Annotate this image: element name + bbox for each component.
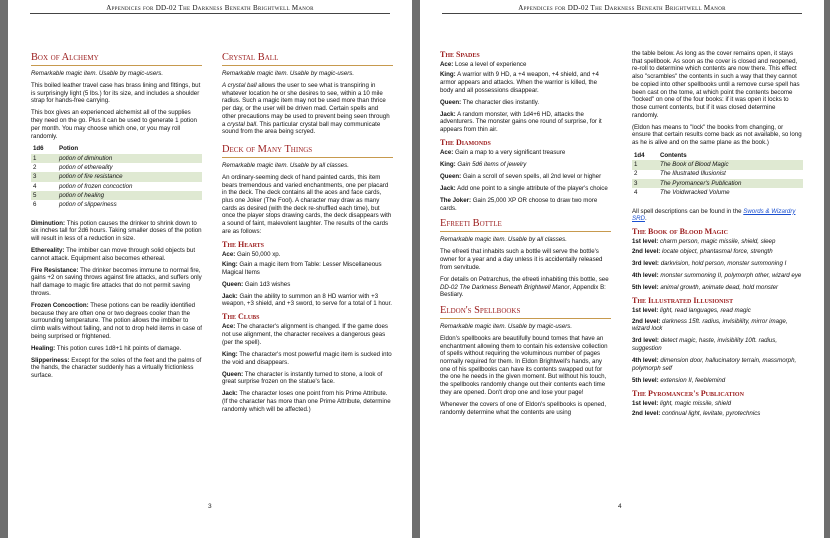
section-title-box-of-alchemy: Box of Alchemy (31, 52, 99, 63)
page-4 (420, 0, 824, 538)
spell-level-entry: 1st level: light, magic missile, shield (632, 399, 731, 407)
spell-level-entry: 2nd level: continual light, levitate, pyrotechnics (632, 409, 761, 417)
table-row: 3 The Pyromancer's Publication (632, 179, 803, 188)
entry-healing: Healing: This potion cures 1d8+1 hit points of damage. (31, 344, 182, 352)
title-rule (440, 318, 611, 319)
section-title-crystal-ball: Crystal Ball (222, 52, 279, 63)
page-number: 4 (618, 503, 622, 510)
spell-level-entry: 2nd level: darkness 15ft. radius, invisibility, mirror image, wizard lock (632, 317, 788, 333)
table-row: 6 potion of slipperiness (33, 201, 117, 209)
spell-level-entry: 3rd level: detect magic, haste, invisibility 10ft. radius, suggestion (632, 337, 778, 353)
entry-fire-resistance: Fire Resistance: The drinker becomes immune to normal fire, gains +2 on saving throws against fire attacks, and suffers only half damage to magic fire attacks that do not permit saving throws. (31, 266, 202, 297)
card-entry: King: Gain 5d6 items of jewelry (440, 161, 527, 169)
title-rule (31, 65, 202, 66)
title-rule (222, 65, 393, 66)
title-rule (222, 157, 393, 158)
header-rule (30, 13, 390, 14)
paragraph: Eldon's spellbooks are beautifully bound tomes that have an enchantment allowing them to contain his extensive collection of spells without requiring the voluminous number of pages normally required for them. In Eldon Brightwell's hands, any one of his spellbooks can have its contents swapped out for the one he needs in the given moment. But without his touch, the spellbooks randomly change out their contents each time they are opened. Don't drop one and lose your page! (440, 334, 608, 396)
paragraph: For details on Petrarchus, the efreeti inhabiting this bottle, see DD-02 The Darkness Beneath Brightwell Manor, Appendix B: Bestiary. (440, 275, 609, 299)
section-title-deck-of-many-things: Deck of Many Things (222, 143, 313, 155)
table-row: 2 The Illustrated Illusionist (634, 170, 726, 178)
item-subtitle: Remarkable magic item. Usable by magic-users. (440, 322, 573, 330)
entry-slipperiness: Slipperiness: Except for the soles of the feet and the palms of the hands, the character suddenly has a virtually frictionless surface. (31, 356, 202, 380)
column-left (440, 50, 611, 421)
item-subtitle: Remarkable magic item. Usable by all classes. (440, 236, 567, 244)
card-entry: The Joker: Gain 25,000 XP OR choose to draw two more cards. (440, 197, 598, 212)
card-entry: Queen: Gain a scroll of seven spells, all 2nd level or higher (440, 173, 602, 181)
table-row: 1 potion of diminution (31, 154, 202, 163)
running-header: Appendices for DD-02 The Darkness Beneath Brightwell Manor (518, 4, 726, 12)
paragraph: the table below. As long as the cover remains open, it stays that spellbook. As soon as the cover is closed and reopened, re-roll to determine which contents are now there. This effect also "scrambles" the contents in such a way that they cannot be copied into other spellbooks until a remove curse spell has been cast on the tome, at which point the contents become "locked" on one of the four books: if it was open it locks to those current contents, but if it was closed determine randomly. (632, 50, 800, 119)
header-rule (442, 13, 802, 14)
card-entry: Ace: Gain 50,000 xp. (222, 250, 281, 258)
page-3 (8, 0, 412, 538)
spellbook-table (632, 151, 803, 197)
card-entry: Queen: Gain 1d3 wishes (222, 280, 291, 288)
subsection-hearts: The Hearts (222, 239, 265, 249)
paragraph: This box gives an experienced alchemist all of the supplies they need on the go. Plus it can be used to generate 1 potion per month. You may choose which one, or you may roll randomly. (31, 109, 197, 140)
running-header: Appendices for DD-02 The Darkness Beneath Brightwell Manor (106, 4, 314, 12)
entry-diminution: Diminution: This potion causes the drinker to shrink down to six inches tall for 2d6 hours. Taking smaller doses of the potion will result in less of a reduction in size. (31, 219, 202, 242)
card-entry: Jack: A random monster, with 1d4+6 HD, attacks the adventurers. The monster gains one round of surprise, for it appears from thin air. (440, 110, 602, 134)
subsection-book-of-blood-magic: The Book of Blood Magic (632, 227, 728, 237)
table-row: 3 potion of fire resistance (31, 172, 202, 181)
entry-frozen-concoction: Frozen Concoction: These potions can be readily identified because they are often one or two degrees cooler than the surrounding temperature. The potion allows the imbiber to climb walls without falling, and not to drop held items in case of being surprised or frightened. (31, 301, 203, 340)
paragraph: (Eldon has means to "lock" the books from changing, or ensure that certain results come back as not available, so long as he is alive and on the same plane as the book.) (632, 123, 802, 147)
potion-table (31, 145, 202, 210)
card-entry: King: The character's most powerful magic item is sucked into the void and disappears. (222, 350, 392, 366)
card-entry: Ace: The character's alignment is changed. If the game does not use alignment, the character receives a dangerous geas (per the spell). (222, 323, 388, 346)
table-row: 4 potion of frozen concoction (33, 182, 133, 190)
title-rule (440, 231, 611, 232)
card-entry: Jack: The character loses one point from his Prime Attribute. (If the character has more than one Prime Attribute, determine randomly which will be affected.) (222, 390, 391, 413)
subsection-diamonds: The Diamonds (440, 138, 491, 148)
table-row: 2 potion of ethereality (33, 163, 113, 171)
item-subtitle: Remarkable magic item. Usable by all classes. (222, 161, 349, 169)
table-row: 5 potion of healing (31, 191, 202, 200)
section-title-efreeti-bottle: Efreeti Bottle (440, 218, 502, 230)
table-header: Potion (59, 145, 79, 153)
table-header: 1d6 (33, 145, 44, 153)
spell-level-entry: 2nd level: locate object, phantasmal force, strength (632, 248, 773, 256)
paragraph: The efreeti that inhabits such a bottle will serve the bottle's owner for a year and a day unless it is accidentally released from servitude. (440, 248, 603, 271)
section-title-eldons-spellbooks: Eldon's Spellbooks (440, 304, 521, 316)
card-entry: Queen: The character dies instantly. (440, 98, 540, 106)
spell-level-entry: 4th level: monster summoning II, polymorph other, wizard eye (632, 272, 802, 280)
spell-level-entry: 5th level: animal growth, animate dead, hold monster (632, 284, 779, 292)
column-right (632, 50, 803, 422)
card-entry: Ace: Gain a map to a very significant treasure (440, 149, 566, 157)
spell-level-entry: 1st level: charm person, magic missile, shield, sleep (632, 238, 776, 246)
card-entry: King: Gain a magic item from Table: Lesser Miscellaneous Magical Items (222, 261, 382, 276)
paragraph: This boiled leather travel case has brass lining and fittings, but is surprisingly light (5 lbs.) for its size, and includes a shoulder strap for hands-free carrying. (31, 82, 201, 105)
column-right (222, 52, 393, 418)
card-entry: Jack: Add one point to a single attribute of the player's choice (440, 185, 608, 193)
spell-level-entry: 5th level: extension II, feeblemind (632, 376, 726, 384)
table-row: 1 The Book of Blood Magic (632, 160, 803, 169)
card-entry: King: A warrior with 9 HD, a +4 weapon, +4 shield, and +4 armor appears and attacks. When the warrior is killed, the body and all possessions disappear. (440, 71, 599, 94)
subsection-illustrated-illusionist: The Illustrated Illusionist (632, 296, 734, 306)
table-header: 1d4 (634, 151, 645, 159)
spell-level-entry: 3rd level: darkvision, hold person, monster summoning I (632, 260, 787, 268)
page-number: 3 (208, 503, 212, 510)
paragraph: All spell descriptions can be found in the Swords & Wizardry SRD. (632, 207, 796, 223)
item-subtitle: Remarkable magic item. Usable by magic-users. (222, 70, 355, 77)
entry-ethereality: Ethereality: The imbiber can move through solid objects but cannot attack. Equipment also becomes ethereal. (31, 247, 196, 262)
paragraph: Whenever the covers of one of Eldon's spellbooks is opened, randomly determine what the contents are using (440, 400, 607, 416)
item-subtitle: Remarkable magic item. Usable by magic-users. (31, 70, 164, 77)
subsection-pyromancers-publication: The Pyromancer's Publication (632, 388, 744, 398)
table-row: 4 The Voidwracked Volume (634, 189, 730, 197)
subsection-clubs: The Clubs (222, 312, 260, 322)
subsection-spades: The Spades (440, 50, 480, 59)
paragraph: An ordinary-seeming deck of hand painted cards, this item bears tremendous and varied enchantments, one per placard in the deck. The deck contains all the aces and face cards, plus one Joker (The Fool). A character may draw as many cards as desired (with the deck re-shuffled each time), but once the player stops drawing cards, the deck disappears with a sound of faint, malevolent laughter. The results of the cards are as follows: (222, 173, 392, 235)
spell-level-entry: 1st level: light, read languages, read magic (632, 307, 751, 315)
card-entry: Jack: Gain the ability to summon an 8 HD warrior with +3 weapon, +3 shield, and +3 sword, to serve for a total of 1 hour. (222, 292, 392, 308)
table-header: Contents (660, 151, 687, 159)
srd-link[interactable]: Swords & Wizardry SRD (632, 207, 796, 223)
card-entry: Queen: The character is instantly turned to stone, a look of great surprise frozen on the statue's face. (222, 370, 383, 386)
spell-level-entry: 4th level: dimension door, hallucinatory terrain, massmorph, polymorph self (632, 357, 797, 372)
column-left (31, 52, 202, 384)
card-entry: Ace: Lose a level of experience (440, 61, 527, 68)
paragraph: A crystal ball allows the user to see what is transpiring in whatever location he or she desires to see, within a 10 mile radius. Such a magic item may not be used more than thrice per day, or the user will be driven mad. Certain spells and other precautions may be used to prevent being seen through a crystal ball. This particular crystal ball may communicate sound from the area being scryed. (222, 82, 390, 136)
